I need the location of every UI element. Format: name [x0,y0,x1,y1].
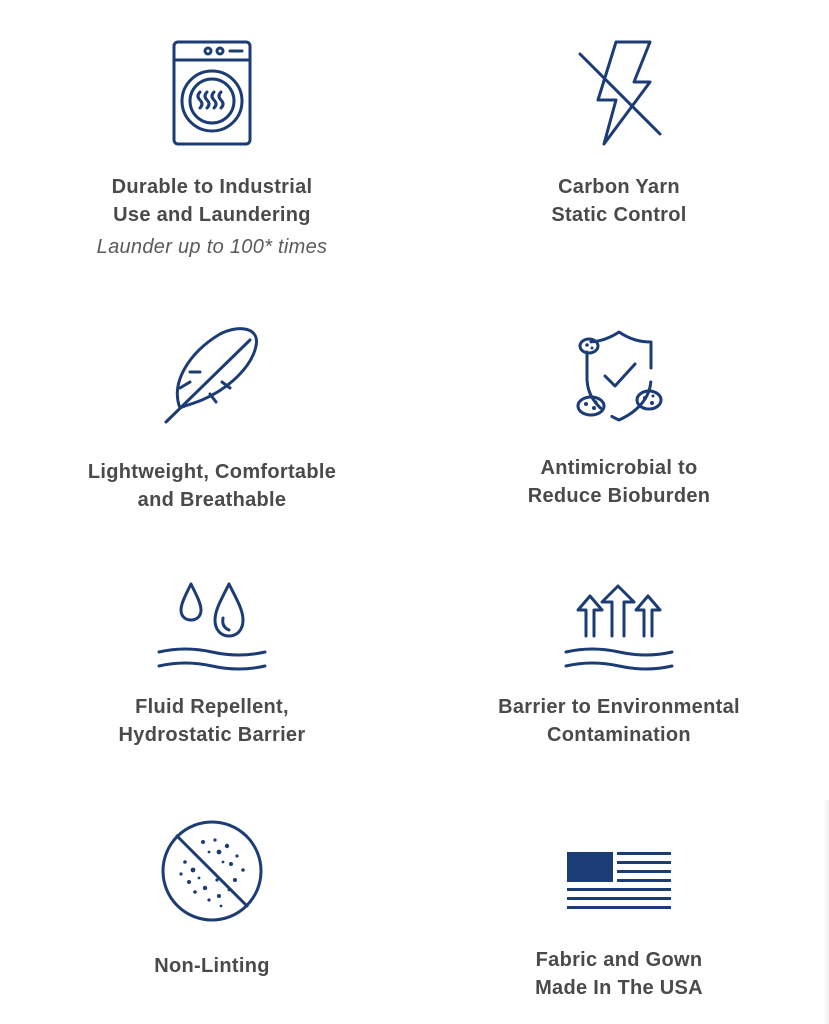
feature-antimicrobial [429,326,809,510]
water-drops-icon [155,580,269,672]
no-lint-icon [159,818,265,924]
feature-title-line2: Contamination [547,724,691,746]
feature-title-line2: Reduce Bioburden [527,485,711,507]
feather-icon [160,322,264,426]
antimicrobial-shield-icon [571,326,667,426]
feature-title-line1: Carbon Yarn [558,176,680,198]
feature-fluid-repellent [22,580,402,749]
feature-title-line2: and Breathable [137,489,287,511]
feature-title-line1: Barrier to Environmental [498,696,740,718]
feature-title-line2: Static Control [551,204,687,226]
feature-title-line1: Fluid Repellent, [135,696,289,718]
feature-title-line2: Use and Laundering [113,204,311,226]
feature-title-line1: Lightweight, Comfortable [87,461,337,483]
edge-shadow [823,800,829,1024]
feature-subtitle: Launder up to 100* times [96,236,328,258]
feature-title-line1: Antimicrobial to [540,457,698,479]
barrier-arrows-icon [562,582,676,672]
feature-made-in-usa [429,852,809,1002]
feature-environmental-barrier [429,582,809,749]
feature-title-line2: Made In The USA [535,977,703,999]
no-static-lightning-icon [572,38,666,148]
feature-title-line2: Hydrostatic Barrier [118,724,306,746]
usa-flag-icon [567,852,671,910]
feature-static-control [429,38,809,229]
feature-non-linting [22,818,402,980]
feature-title-line1: Durable to Industrial [111,176,313,198]
feature-lightweight [22,322,402,514]
feature-laundering [22,38,402,261]
washing-machine-icon [170,38,254,148]
feature-title-line1: Non-Linting [154,955,270,977]
feature-title-line1: Fabric and Gown [535,949,703,971]
